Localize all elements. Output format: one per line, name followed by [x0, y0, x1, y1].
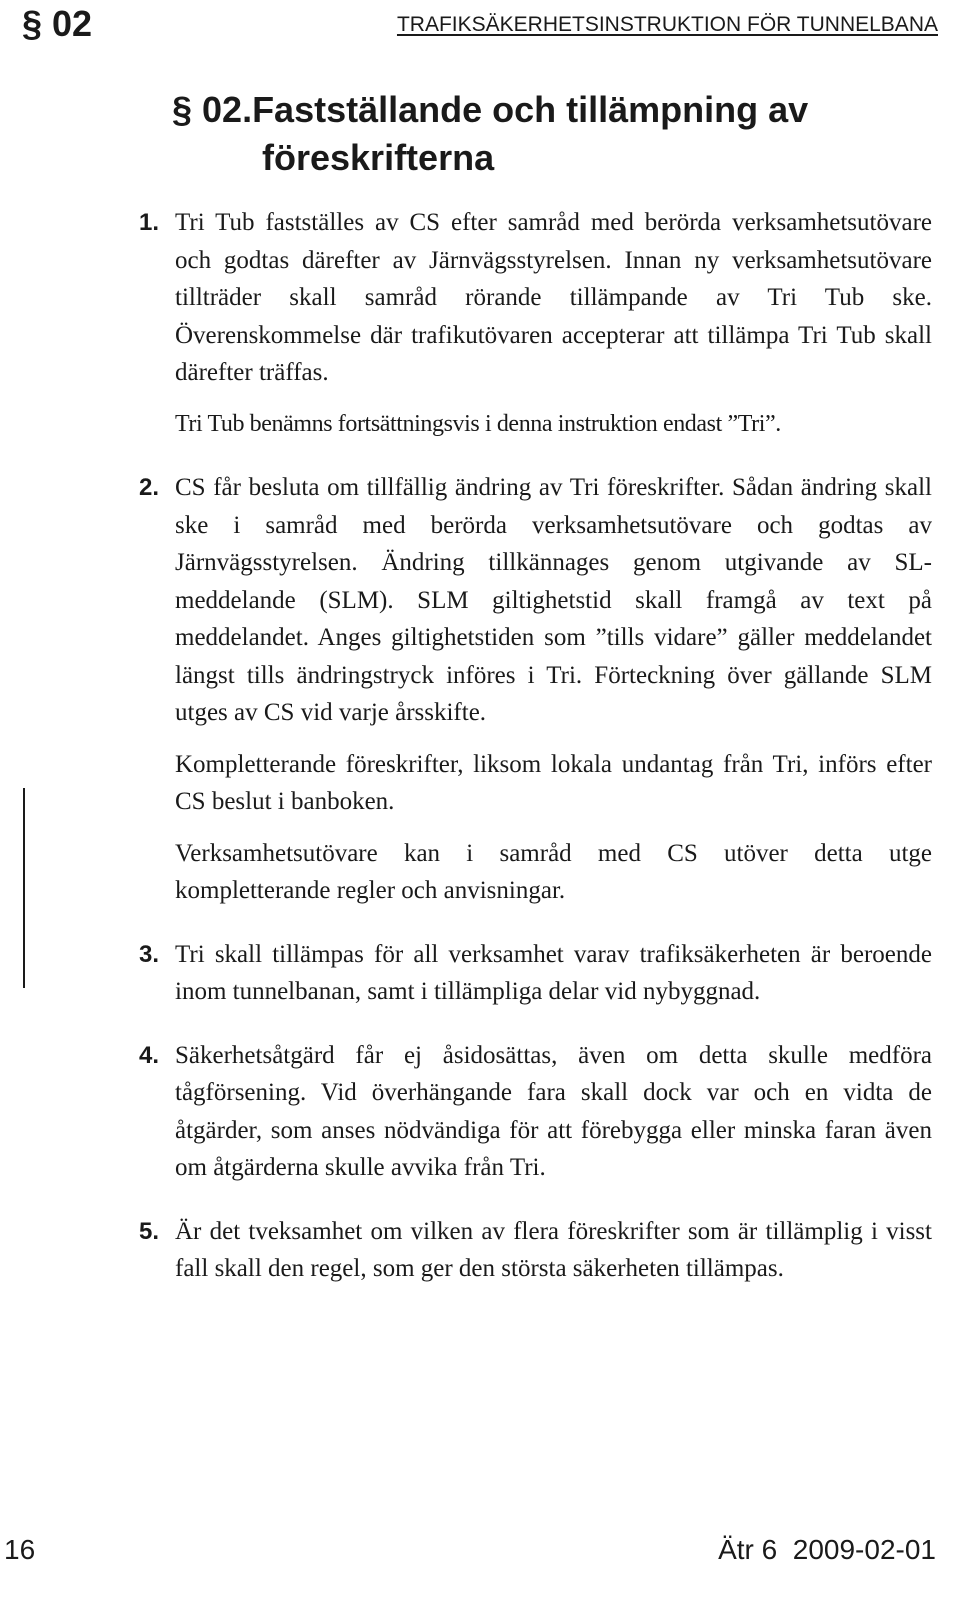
revision-date: Ätr 6 2009-02-01	[718, 1534, 936, 1565]
change-bar	[23, 788, 25, 988]
paragraph: Verksamhetsutövare kan i samråd med CS utöver detta utge kompletterande regler och anvisningar.	[175, 839, 932, 904]
paragraph: Är det tveksamhet om vilken av flera föreskrifter som är tillämplig i visst fall skall den regel, som ger den största säkerheten tillämpas.	[175, 1217, 932, 1282]
section-number: § 02	[22, 3, 93, 44]
paragraph: Tri Tub benämns fortsättningsvis i denna instruktion endast ”Tri”.	[175, 410, 781, 437]
document-body	[139, 204, 932, 1288]
paragraph: Tri Tub fastställes av CS efter samråd med berörda verksamhetsutövare och godtas därefter av Järnvägsstyrelsen. Innan ny verksamhetsutövare tillträder skall samråd rörande tillämpande av Tri Tub ske. Överenskommelse där trafikutövaren accepterar att tillämpa Tri Tub skall därefter träffas.	[175, 209, 932, 386]
paragraph: Kompletterande föreskrifter, liksom lokala undantag från Tri, införs efter CS beslut i banboken.	[175, 750, 932, 815]
item-number: 2.	[139, 474, 160, 501]
chapter-title	[172, 86, 932, 182]
list-item-2	[139, 469, 932, 910]
item-number: 5.	[139, 1217, 160, 1245]
paragraph: Tri skall tillämpas för all verksamhet varav trafiksäkerheten är beroende inom tunnelbanan, samt i tillämpliga delar vid nybyggnad.	[175, 940, 932, 1005]
document-title: TRAFIKSÄKERHETSINSTRUKTION FÖR TUNNELBANA	[396, 13, 938, 36]
chapter-title-line1: § 02.Fastställande och tillämpning av	[172, 89, 809, 130]
item-number: 4.	[139, 1041, 160, 1069]
item-number: 3.	[139, 940, 160, 968]
list-item-5	[139, 1213, 932, 1288]
list-item-3	[139, 936, 932, 1011]
paragraph: Säkerhetsåtgärd får ej åsidosättas, även om detta skulle medföra tågförsening. Vid överhängande fara skall dock var och en vidta de åtgärder, som anses nödvändiga för att förebygga eller minska faran även om åtgärderna skulle avvika från Tri.	[175, 1041, 932, 1181]
list-item-4	[139, 1037, 932, 1187]
chapter-title-line2: föreskrifterna	[262, 137, 495, 178]
list-item-1	[139, 204, 932, 443]
page-number: 16	[4, 1534, 36, 1565]
item-number: 1.	[139, 209, 160, 236]
paragraph: CS får besluta om tillfällig ändring av Tri föreskrifter. Sådan ändring skall ske i samråd med berörda verksamhetsutövare och godtas av Järnvägsstyrelsen. Ändring tillkännages genom utgivande av SL-meddelande (SLM). SLM giltighetstid skall framgå av text på meddelandet. Anges giltighetstiden som ”tills vidare” gäller meddelandet längst tills ändringstryck införes i Tri. Förteckning över gällande SLM utges av CS vid varje årsskifte.	[175, 474, 932, 726]
